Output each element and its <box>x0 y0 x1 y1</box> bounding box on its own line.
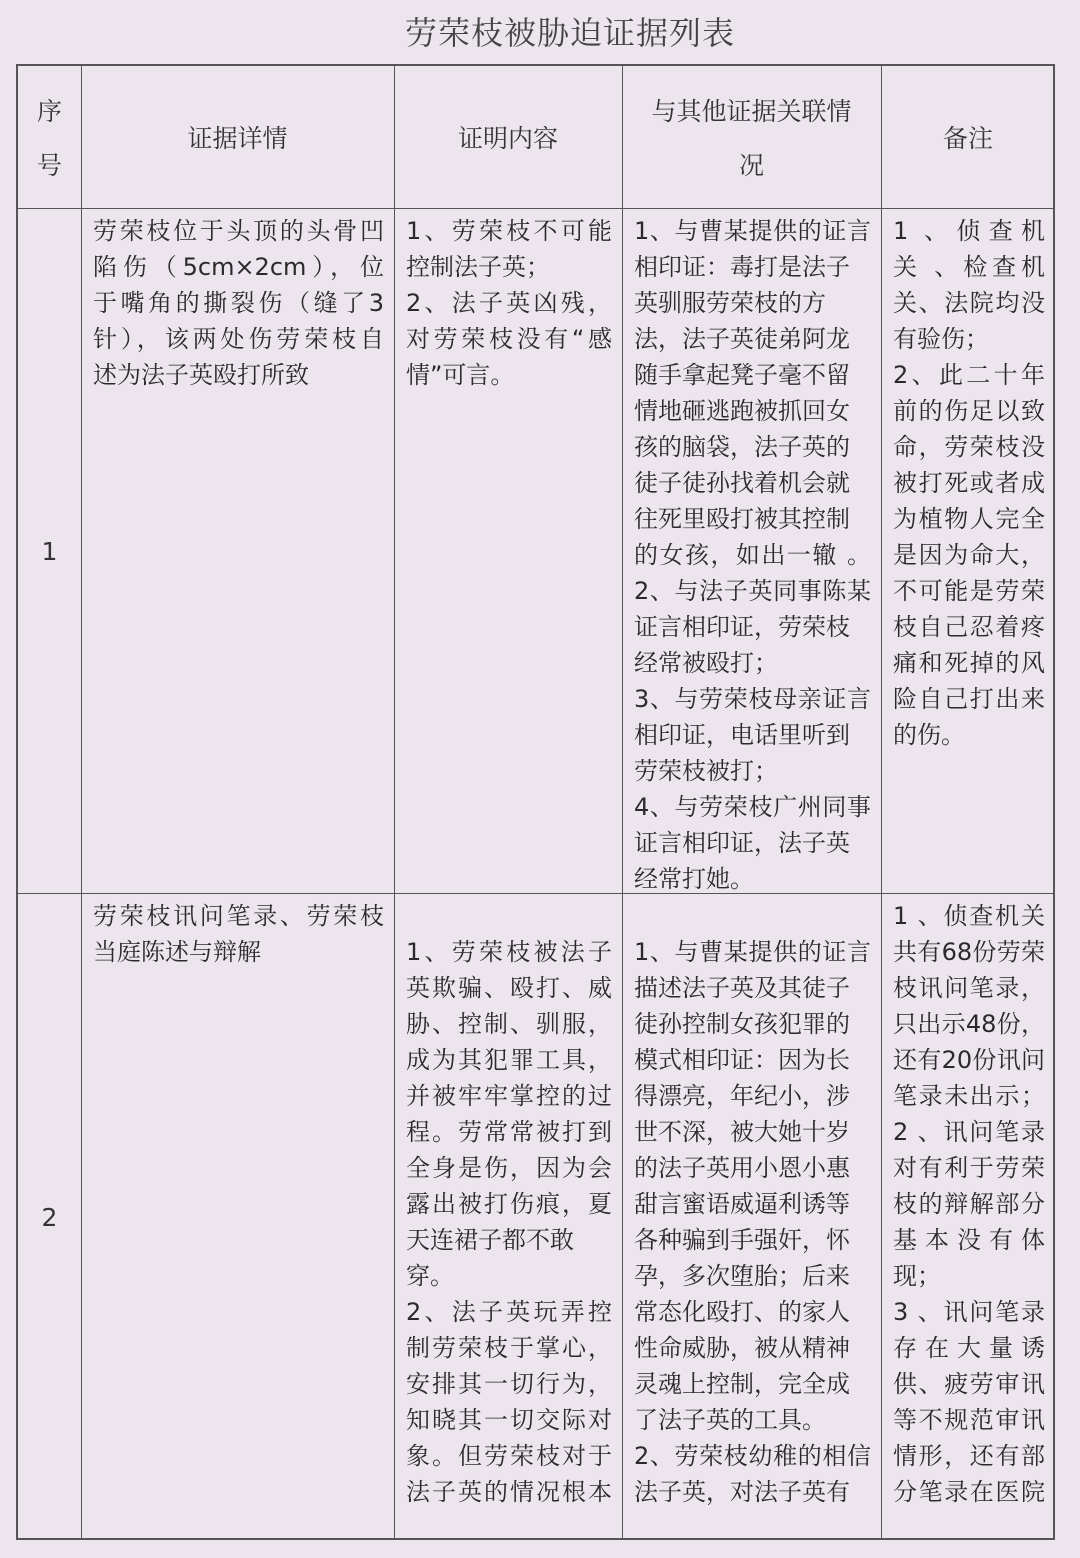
text-line <box>406 898 612 934</box>
text-line: 制劳荣枝于掌心， <box>406 1334 612 1362</box>
text-line: 模式相印证：因为长 <box>634 1046 850 1074</box>
text-line: 2、与法子英同事陈某 <box>634 577 871 605</box>
text-line: 1 、侦查机 <box>893 217 1045 245</box>
text-line: 孩的脑袋，法子英的 <box>634 433 850 461</box>
text-line: 述为法子英殴打所致 <box>93 361 309 389</box>
text-line: 胁、控制、驯服， <box>406 1010 612 1038</box>
text-line: 得漂亮，年纪小，涉 <box>634 1082 850 1110</box>
cell-note <box>881 894 1055 1540</box>
text-line: 的伤。 <box>893 721 965 749</box>
text-line: 法子英的情况根本 <box>406 1478 612 1506</box>
text-line: 前的伤足以致 <box>893 397 1045 425</box>
text-line: 程。劳常常被打到 <box>406 1118 612 1146</box>
text-line: 经常打她。 <box>634 865 754 893</box>
cell-proof <box>394 894 622 1540</box>
text-line: 现； <box>893 1262 941 1290</box>
cell-detail <box>81 209 394 893</box>
text-line: 枝讯问笔录， <box>893 974 1045 1002</box>
text-line: 全身是伤，因为会 <box>406 1154 612 1182</box>
text-line: 法，法子英徒弟阿龙 <box>634 325 850 353</box>
text-line: 有验伤； <box>893 325 989 353</box>
text-line: 徒孙控制女孩犯罪的 <box>634 1010 850 1038</box>
header-proof <box>394 66 622 208</box>
text-line: 供、疲劳审讯 <box>893 1370 1045 1398</box>
text-line: 当庭陈述与辩解 <box>93 938 261 966</box>
text-line: 关、法院均没 <box>893 289 1045 317</box>
text-line: 只出示48份， <box>893 1010 1045 1038</box>
text-line: 枝自己忍着疼 <box>893 613 1045 641</box>
text-line: 描述法子英及其徒子 <box>634 974 850 1002</box>
header-detail <box>81 66 394 208</box>
text-line: 法子英，对法子英有 <box>634 1478 850 1506</box>
text-line: 3、与劳荣枝母亲证言 <box>634 685 871 713</box>
text-line: 为植物人完全 <box>893 505 1045 533</box>
text-line: 常态化殴打、的家人 <box>634 1298 850 1326</box>
text-line: 知晓其一切交际对 <box>406 1406 612 1434</box>
text-line: 笔录未出示； <box>893 1082 1045 1110</box>
text-line: 险自己打出来 <box>893 685 1045 713</box>
text-line: 经常被殴打； <box>634 649 778 677</box>
text-line: 4、与劳荣枝广州同事 <box>634 793 871 821</box>
text-line: 甜言蜜语威逼利诱等 <box>634 1190 850 1218</box>
text-line: 证言相印证，劳荣枝 <box>634 613 850 641</box>
cell-proof <box>394 209 622 893</box>
header-note-label: 备注 <box>942 124 993 153</box>
text-line: 徒子徒孙找着机会就 <box>634 469 850 497</box>
text-line: 被打死或者成 <box>893 469 1045 497</box>
text-line: 英欺骗、殴打、威 <box>406 974 612 1002</box>
row-index: 1 <box>41 536 58 566</box>
text-line: 1、与曹某提供的证言 <box>634 938 871 966</box>
text-line: 针），该两处伤劳荣枝自 <box>93 325 384 353</box>
text-line: 劳荣枝讯问笔录、劳荣枝 <box>93 902 384 930</box>
text-line: 相印证，电话里听到 <box>634 721 850 749</box>
cell-relation <box>622 894 881 1540</box>
text-line: 往死里殴打被其控制 <box>634 505 850 533</box>
text-line: 情形，还有部 <box>893 1442 1045 1470</box>
text-line: 分笔录在医院 <box>893 1478 1045 1506</box>
text-line: 劳荣枝位于头顶的头骨凹 <box>93 217 384 245</box>
text-line: 相印证：毒打是法子 <box>634 253 850 281</box>
text-line: 安排其一切行为， <box>406 1370 612 1398</box>
text-line: 1、劳荣枝不可能 <box>406 217 612 245</box>
row-index: 2 <box>41 1202 58 1232</box>
text-line: 2、法子英玩弄控 <box>406 1298 612 1326</box>
text-line: 1、与曹某提供的证言 <box>634 217 871 245</box>
text-line: 世不深，被大她十岁 <box>634 1118 850 1146</box>
header-index-line: 序 <box>36 97 62 126</box>
text-line: 并被牢牢掌控的过 <box>406 1082 612 1110</box>
header-relation-line: 与其他证据关联情 <box>651 97 852 126</box>
text-line: 的法子英用小恩小惠 <box>634 1154 850 1182</box>
text-line: 的女孩，如出一辙 。 <box>634 541 871 569</box>
text-line: 1 、侦查机关 <box>893 902 1045 930</box>
text-line: 共有68份劳荣 <box>893 938 1045 966</box>
text-line: 灵魂上控制，完全成 <box>634 1370 850 1398</box>
page-title: 劳荣枝被胁迫证据列表 <box>404 14 735 52</box>
text-line: 孕，多次堕胎；后来 <box>634 1262 850 1290</box>
text-line: 2、劳荣枝幼稚的相信 <box>634 1442 871 1470</box>
header-proof-label: 证明内容 <box>457 124 558 153</box>
text-line: 3 、讯问笔录 <box>893 1298 1045 1326</box>
text-line: 性命威胁，被从精神 <box>634 1334 850 1362</box>
header-detail-label: 证据详情 <box>187 124 288 153</box>
header-relation-line: 况 <box>738 151 764 180</box>
text-line: 随手拿起凳子毫不留 <box>634 361 850 389</box>
text-line: 2 、讯问笔录 <box>893 1118 1045 1146</box>
text-line: 对劳荣枝没有“感 <box>406 325 612 353</box>
text-line: 不可能是劳荣 <box>893 577 1045 605</box>
text-line: 基 本 没 有 体 <box>893 1226 1045 1254</box>
header-index-line: 号 <box>36 151 62 180</box>
text-line: 1、劳荣枝被法子 <box>406 938 612 966</box>
cell-relation <box>622 209 881 893</box>
text-line: 了法子英的工具。 <box>634 1406 826 1434</box>
text-line: 控制法子英； <box>406 253 550 281</box>
cell-note <box>881 209 1055 893</box>
text-line: 天连裙子都不敢 <box>406 1226 574 1254</box>
text-line: 2、此二十年 <box>893 361 1045 389</box>
text-line: 证言相印证，法子英 <box>634 829 850 857</box>
text-line: 陷伤（5cm×2cm），位 <box>93 253 384 281</box>
text-line: 情”可言。 <box>406 361 515 389</box>
text-line: 于嘴角的撕裂伤（缝了3 <box>93 289 384 317</box>
text-line: 对有利于劳荣 <box>893 1154 1045 1182</box>
text-line: 各种骗到手强奸，怀 <box>634 1226 850 1254</box>
text-line: 成为其犯罪工具， <box>406 1046 612 1074</box>
text-line: 露出被打伤痕，夏 <box>406 1190 612 1218</box>
text-line: 英驯服劳荣枝的方 <box>634 289 826 317</box>
text-line: 存 在 大 量 诱 <box>893 1334 1045 1362</box>
text-line: 枝的辩解部分 <box>893 1190 1045 1218</box>
header-note <box>881 66 1055 208</box>
text-line: 痛和死掉的风 <box>893 649 1045 677</box>
text-line: 还有20份讯问 <box>893 1046 1045 1074</box>
text-line: 2、法子英凶残， <box>406 289 612 317</box>
header-index <box>18 66 81 208</box>
text-line <box>634 898 871 934</box>
header-relation <box>622 66 881 208</box>
evidence-table <box>16 64 1055 1540</box>
text-line: 等不规范审讯 <box>893 1406 1045 1434</box>
text-line: 穿。 <box>406 1262 454 1290</box>
text-line: 命，劳荣枝没 <box>893 433 1045 461</box>
cell-detail <box>81 894 394 1540</box>
text-line: 情地砸逃跑被抓回女 <box>634 397 850 425</box>
text-line: 关 、检查机 <box>893 253 1045 281</box>
text-line: 象。但劳荣枝对于 <box>406 1442 612 1470</box>
text-line: 是因为命大， <box>893 541 1045 569</box>
text-line: 劳荣枝被打； <box>634 757 778 785</box>
